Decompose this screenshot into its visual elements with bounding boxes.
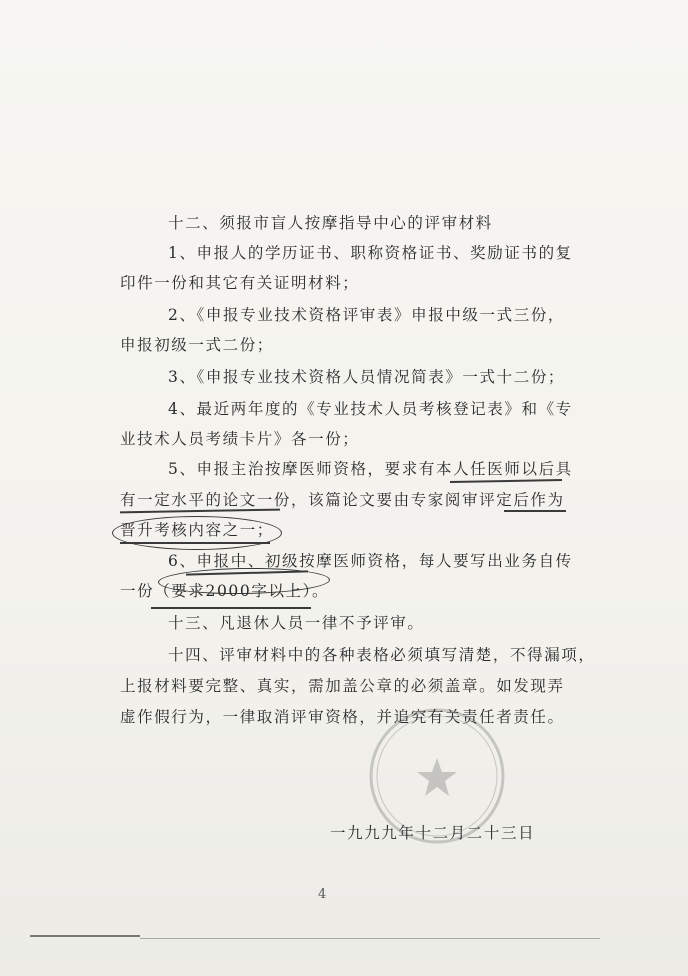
item-4-line-2: 业技术人员考绩卡片》各一份；: [120, 430, 360, 448]
scan-edge-line: [30, 935, 140, 937]
item-2-line-2: 申报初级一式二份；: [120, 336, 274, 354]
item-6-line-1: 6、申报中、初级按摩医师资格，每人要写出业务自传: [168, 552, 573, 570]
item-1-line-2: 印件一份和其它有关证明材料；: [120, 274, 360, 292]
item-3-line-1: 3、《申报专业技术资格人员情况简表》一式十二份；: [168, 368, 566, 386]
section-14-line-3: 虚作假行为，一律取消评审资格，并追究有关责任者责任。: [120, 708, 565, 726]
section-14-line-2: 上报材料要完整、真实，需加盖公章的必须盖章。如发现弄: [120, 677, 565, 695]
pen-underline: [151, 607, 311, 609]
item-6-line-2: 一份（要求2000字以上）。: [120, 582, 330, 600]
pen-underline: [504, 510, 566, 512]
item-1-line-1: 1、申报人的学历证书、职称资格证书、奖励证书的复: [168, 244, 573, 262]
section-14-line-1: 十四、评审材料中的各种表格必须填写清楚，不得漏项，: [168, 646, 596, 664]
page-number: 4: [318, 887, 327, 902]
scan-edge-line: [140, 938, 600, 939]
item-5-line-1: 5、申报主治按摩医师资格，要求有本人任医师以后具: [168, 460, 573, 478]
document-date: 一九九九年十二月二十三日: [330, 824, 536, 842]
item-5-line-3: 晋升考核内容之一；: [120, 521, 274, 539]
item-2-line-1: 2、《申报专业技术资格评审表》申报中级一式三份，: [168, 306, 566, 324]
item-5-line-2: 有一定水平的论文一份，该篇论文要由专家阅审评定后作为: [120, 491, 565, 509]
item-4-line-1: 4、最近两年度的《专业技术人员考核登记表》和《专: [168, 400, 573, 418]
pen-circle: [112, 516, 282, 550]
section-12-heading: 十二、须报市盲人按摩指导中心的评审材料: [168, 214, 493, 232]
section-13: 十三、凡退休人员一律不予评审。: [168, 614, 425, 632]
